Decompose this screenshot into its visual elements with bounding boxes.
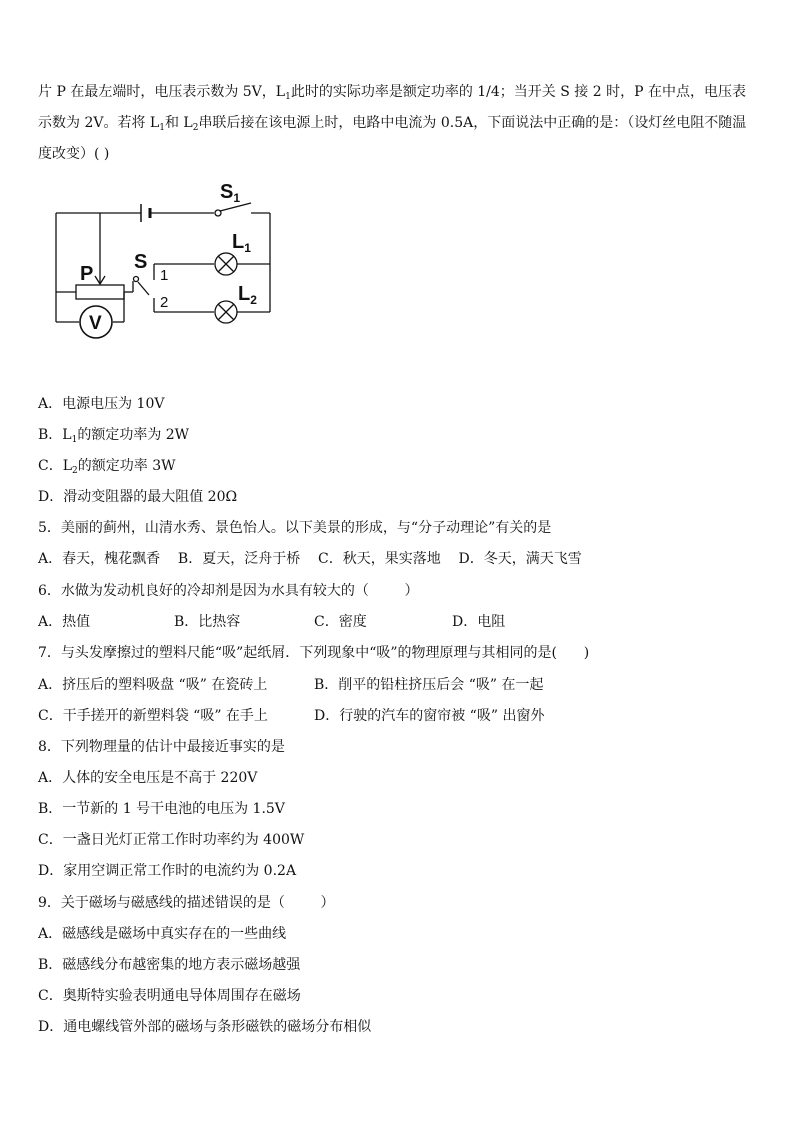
q9-option-b: B．磁感线分布越密集的地方表示磁场越强	[38, 957, 301, 973]
question-4-stem: 片 P 在最左端时，电压表示数为 5V，$L_1$此时的实际功率是额定功率的 1/4；当开关 S 接 2 时，P 在中点，电压表示数为 2V。若将 $L_1$和 $L_2$串联后接在该电源上时，电路中电流为 0.5A，下面说法中正确的是：（设灯丝电阻不随温度改变）( )	[38, 84, 747, 162]
q7-option-d: D．行驶的汽车的窗帘被 “吸” 出窗外	[314, 708, 545, 724]
label-l1: $L_1$	[232, 231, 251, 255]
q6-option-d: D．电阻	[452, 614, 506, 630]
q6-option-a: A．热值	[38, 614, 91, 630]
q9-option-c: C．奥斯特实验表明通电导体周围存在磁场	[38, 988, 301, 1004]
q8-option-d: D．家用空调正常工作时的电流约为 0.2A	[38, 863, 297, 879]
label-voltmeter: V	[89, 313, 102, 334]
q8-stem: 8．下列物理量的估计中最接近事实的是	[38, 739, 285, 755]
label-s: S	[134, 251, 148, 273]
q4-option-c: C．$L_2$的额定功率 3W	[38, 458, 176, 476]
rheostat-body	[76, 285, 124, 299]
q4-option-b: B．$L_1$的额定功率为 2W	[38, 427, 190, 445]
q6-option-c: C．密度	[314, 614, 367, 630]
q7-option-b: B．削平的铅柱挤压后会 “吸” 在一起	[314, 677, 544, 693]
q6-option-b: B．比热容	[174, 614, 241, 630]
switch-s-pivot	[134, 277, 139, 282]
q9-stem: 9．关于磁场与磁感线的描述错误的是（ ）	[38, 895, 335, 911]
q7-option-a: A．挤压后的塑料吸盘 “吸” 在瓷砖上	[38, 677, 268, 693]
label-position-1: 1	[160, 267, 169, 284]
q9-option-a: A．磁感线是磁场中真实存在的一些曲线	[38, 926, 287, 942]
q8-option-a: A．人体的安全电压是不高于 220V	[38, 770, 258, 786]
q5-options: A．春天，槐花飘香 B．夏天，泛舟于桥 C．秋天，果实落地 D．冬天，满天飞雪	[38, 551, 582, 567]
q5-stem: 5．美丽的蓟州，山清水秀、景色怡人。以下美景的形成，与“分子动理论”有关的是	[38, 520, 552, 536]
label-position-2: 2	[160, 294, 169, 311]
label-l2: $L_2$	[238, 283, 257, 307]
q7-stem: 7．与头发摩擦过的塑料尺能“吸”起纸屑．下列现象中“吸”的物理原理与其相同的是( )	[38, 645, 590, 661]
q7-option-c: C．干手搓开的新塑料袋 “吸” 在手上	[38, 708, 268, 724]
q9-option-d: D．通电螺线管外部的磁场与条形磁铁的磁场分布相似	[38, 1019, 372, 1035]
label-p: P	[80, 263, 94, 285]
switch-s-blade	[138, 282, 149, 295]
q8-option-c: C．一盏日光灯正常工作时功率约为 400W	[38, 832, 305, 848]
q8-option-b: B．一节新的 1 号干电池的电压为 1.5V	[38, 801, 285, 817]
q4-option-a: A．电源电压为 10V	[38, 396, 165, 412]
q6-stem: 6．水做为发动机良好的冷却剂是因为水具有较大的（ ）	[38, 583, 419, 599]
label-s1: $S_1$	[220, 181, 241, 205]
circuit-diagram	[48, 176, 288, 351]
q4-option-d: D．滑动变阻器的最大阻值 20Ω	[38, 489, 238, 505]
